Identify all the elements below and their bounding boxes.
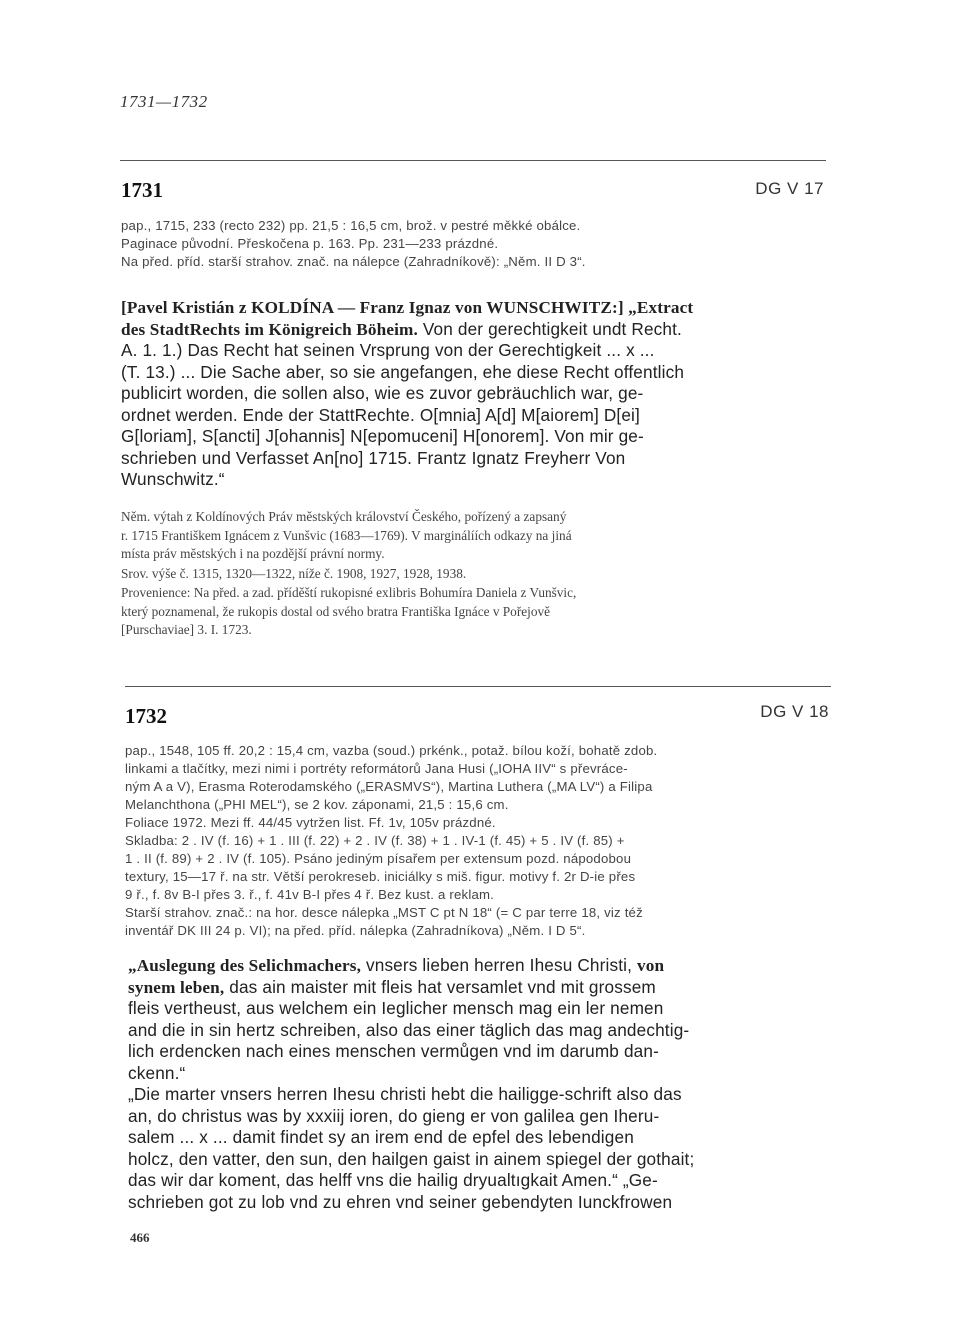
note-line: [Purschaviae] 3. I. 1723.	[121, 622, 252, 637]
description-line: 9 ř., f. 8v B-I přes 3. ř., f. 41v B-I přes 4 ř. Bez kust. a reklam.	[125, 887, 495, 902]
title-bold-phrase: synem leben,	[128, 977, 225, 997]
text-line: publicirt worden, die sollen also, wie es zuvor gebräuchlich war, ge-	[121, 383, 644, 403]
text-line: „Die marter vnsers herren Ihesu christi hebt die hailigge-schrift also das	[128, 1084, 682, 1104]
description-line: pap., 1548, 105 ff. 20,2 : 15,4 cm, vazba (soud.) prkénk., potaž. bílou koží, bohatě zdob.	[125, 743, 658, 758]
entry-number-1731: 1731	[121, 178, 163, 202]
description-line: Starší strahov. znač.: na hor. desce nálepka „MST C pt N 18“ (= C par terre 18, viz též	[125, 905, 643, 920]
description-line: pap., 1715, 233 (recto 232) pp. 21,5 : 16,5 cm, brož. v pestré měkké obálce.	[121, 218, 581, 233]
text-line	[128, 977, 694, 999]
title-continuation: das ain maister mit fleis hat versamlet vnd mit grossem	[224, 976, 656, 997]
text-line	[121, 319, 693, 341]
text-line: salem ... x ... damit findet sy an irem end de epfel des lebendigen	[128, 1127, 634, 1147]
title-bold-word: von	[636, 956, 665, 975]
text-line: an, do christus was by xxxiij ioren, do gieng er von galilea gen Iheru-	[128, 1105, 660, 1126]
cross-reference-1731	[121, 565, 466, 584]
text-line: schrieben got zu lob vnd zu ehren vnd seiner gebendyten Iunckfrowen	[128, 1191, 673, 1212]
entry-divider-1732	[125, 686, 831, 687]
note-line: Něm. výtah z Koldínových Práv městských království Českého, pořízený a zapsaný	[121, 509, 567, 524]
description-line: inventář DK III 24 p. VI); na před. příd. nálepka (Zahradníkova) „Něm. I D 5“.	[125, 923, 586, 938]
description-line: Paginace původní. Přeskočena p. 163. Pp. 231—233 prázdné.	[121, 236, 499, 251]
text-line: ordnet werden. Ende der StattRechte. O[mnia] A[d] M[aiorem] D[ei]	[121, 404, 640, 425]
text-line: G[loriam], S[ancti] J[ohannis] N[epomuceni] H[onorem]. Von mir ge-	[121, 426, 644, 446]
shelfmark-1731: DG V 17	[755, 179, 824, 198]
text-line: ckenn.“	[128, 1062, 186, 1083]
text-line: Wunschwitz.“	[121, 469, 225, 489]
text-line: holcz, den vatter, den sun, den hailgen gaist in ainem spiegel der gothait;	[128, 1148, 695, 1169]
description-line: Melanchthona („PHI MEL“), se 2 kov. záponami, 21,5 : 15,6 cm.	[125, 797, 509, 812]
title-continuation: vnsers lieben herren Ihesu Christi,	[361, 955, 637, 975]
incipit: Von der gerechtigkeit undt Recht.	[417, 318, 682, 339]
description-line: Na před. příd. starší strahov. znač. na nálepce (Zahradníkově): „Něm. II D 3“.	[121, 254, 586, 269]
content-transcription-1732	[128, 955, 694, 1213]
provenance-1731	[121, 584, 576, 640]
author-title: [Pavel Kristián z KOLDÍNA — Franz Ignaz von WUNSCHWITZ:] „Extract	[121, 298, 694, 317]
note-line: r. 1715 Františkem Ignácem z Vunšvic (1683—1769). V marginálíích odkazy na jiná	[121, 527, 572, 543]
description-line: Foliace 1972. Mezi ff. 44/45 vytržen list. Ff. 1v, 105v prázdné.	[125, 815, 496, 830]
note-line: Provenience: Na před. a zad. příděští rukopisné exlibris Bohumíra Daniela z Vunšvic,	[121, 585, 577, 600]
description-line: ným A a V), Erasma Roterodamského („ERASMVS“), Martina Luthera („MA LV“) a Filipa	[125, 779, 653, 794]
entry-divider-1731	[120, 160, 826, 161]
shelfmark-1732: DG V 18	[760, 702, 829, 721]
content-transcription-1731	[121, 297, 693, 491]
page-number: 466	[130, 1230, 150, 1245]
text-line	[121, 297, 693, 319]
description-line: Skladba: 2 . IV (f. 16) + 1 . III (f. 22) + 2 . IV (f. 38) + 1 . IV-1 (f. 45) + 5 . IV (f. 85) +	[125, 833, 625, 848]
text-line: schrieben und Verfasset An[no] 1715. Frantz Ignatz Freyherr Von	[121, 447, 626, 468]
text-line: lich erdencken nach eines menschen vermůgen vnd im darumb dan-	[128, 1041, 659, 1061]
codicological-description-1731	[121, 217, 586, 271]
text-line: and die in sin hertz schreiben, also das einer täglich das mag andechtig-	[128, 1019, 690, 1040]
description-line: textury, 15—17 ř. na str. Větší perokreseb. iniciálky s miš. figur. motivy f. 2r D-ie přes	[125, 869, 636, 884]
text-line: (T. 13.) ... Die Sache aber, so sie angefangen, ehe diese Recht offentlich	[121, 361, 685, 382]
codicological-description-1732	[125, 742, 657, 940]
work-title: „Auslegung des Selichmachers,	[128, 956, 362, 975]
text-line: A. 1. 1.) Das Recht hat seinen Vrsprung von der Gerechtigkeit ... x ...	[121, 340, 655, 360]
text-line: fleis vertheust, aus welchem ein Ieglicher mensch mag ein ler nemen	[128, 998, 664, 1018]
text-line: das wir dar koment, das helff vns die hailig dryualtıgkait Amen.“ „Ge-	[128, 1170, 658, 1190]
text-line	[128, 955, 694, 977]
work-title: des StadtRechts im Königreich Böheim.	[121, 319, 418, 339]
note-line: který poznamenal, že rukopis dostal od svého bratra Františka Ignáce v Pořejově	[121, 603, 551, 619]
note-line: místa práv městských i na pozdější právní normy.	[121, 546, 385, 561]
note-line: Srov. výše č. 1315, 1320—1322, níže č. 1908, 1927, 1928, 1938.	[121, 566, 467, 581]
running-head: 1731—1732	[120, 92, 208, 111]
content-note-1731	[121, 508, 572, 564]
description-line: 1 . II (f. 89) + 2 . IV (f. 105). Psáno jediným písařem per extensum pozd. nápodobou	[125, 851, 632, 866]
entry-number-1732: 1732	[125, 704, 167, 728]
description-line: linkami a tlačítky, mezi nimi i portréty reformátorů Jana Husi („IOHA IIV“ s převráce-	[125, 761, 628, 776]
